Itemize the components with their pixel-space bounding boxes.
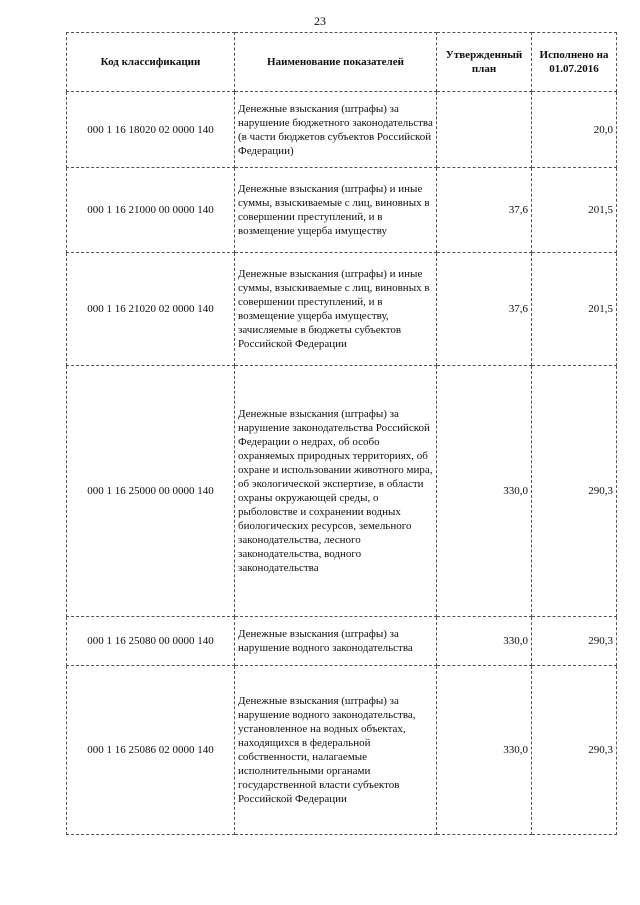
table-row bbox=[67, 366, 617, 617]
table-row bbox=[67, 168, 617, 253]
cell-plan bbox=[437, 92, 532, 168]
table-row bbox=[67, 92, 617, 168]
cell-name: Денежные взыскания (штрафы) и иные суммы, взыскиваемые с лиц, виновных в совершении преступлений, и в возмещение ущерба имуществу bbox=[235, 168, 437, 253]
cell-plan: 330,0 bbox=[437, 617, 532, 666]
cell-code: 000 1 16 25000 00 0000 140 bbox=[67, 366, 235, 617]
header-plan: Утвержденный план bbox=[437, 33, 532, 92]
header-code: Код классификации bbox=[67, 33, 235, 92]
cell-plan: 330,0 bbox=[437, 666, 532, 835]
cell-code: 000 1 16 25080 00 0000 140 bbox=[67, 617, 235, 666]
cell-name: Денежные взыскания (штрафы) за нарушение законодательства Российской Федерации о недрах, об особо охраняемых природных территориях, об охране и использовании животного мира, об экологической экспертизе, в области охраны окружающей среды, о рыболовстве и сохранении водных биологических ресурсов, земельного законодательства, лесного законодательства, водного законодательства bbox=[235, 366, 437, 617]
cell-done: 201,5 bbox=[532, 168, 617, 253]
table-row bbox=[67, 253, 617, 366]
cell-plan: 330,0 bbox=[437, 366, 532, 617]
revenue-table bbox=[66, 32, 617, 835]
table-row bbox=[67, 666, 617, 835]
cell-done: 290,3 bbox=[532, 666, 617, 835]
cell-code: 000 1 16 18020 02 0000 140 bbox=[67, 92, 235, 168]
header-name: Наименование показателей bbox=[235, 33, 437, 92]
cell-done: 290,3 bbox=[532, 617, 617, 666]
cell-code: 000 1 16 25086 02 0000 140 bbox=[67, 666, 235, 835]
cell-done: 290,3 bbox=[532, 366, 617, 617]
cell-name: Денежные взыскания (штрафы) за нарушение бюджетного законодательства (в части бюджетов субъектов Российской Федерации) bbox=[235, 92, 437, 168]
cell-name: Денежные взыскания (штрафы) за нарушение водного законодательства bbox=[235, 617, 437, 666]
cell-plan: 37,6 bbox=[437, 168, 532, 253]
cell-plan: 37,6 bbox=[437, 253, 532, 366]
cell-done: 20,0 bbox=[532, 92, 617, 168]
cell-name: Денежные взыскания (штрафы) за нарушение водного законодательства, установленное на водных объектах, находящихся в федеральной собственности, налагаемые исполнительными органами государственной власти субъектов Российской Федерации bbox=[235, 666, 437, 835]
cell-name: Денежные взыскания (штрафы) и иные суммы, взыскиваемые с лиц, виновных в совершении преступлений, и в возмещение ущерба имуществу, зачисляемые в бюджеты субъектов Российской Федерации bbox=[235, 253, 437, 366]
table-row bbox=[67, 617, 617, 666]
page-number: 23 bbox=[314, 14, 326, 28]
cell-done: 201,5 bbox=[532, 253, 617, 366]
header-done: Исполнено на 01.07.2016 bbox=[532, 33, 617, 92]
cell-code: 000 1 16 21020 02 0000 140 bbox=[67, 253, 235, 366]
cell-code: 000 1 16 21000 00 0000 140 bbox=[67, 168, 235, 253]
table-header-row bbox=[67, 33, 617, 92]
